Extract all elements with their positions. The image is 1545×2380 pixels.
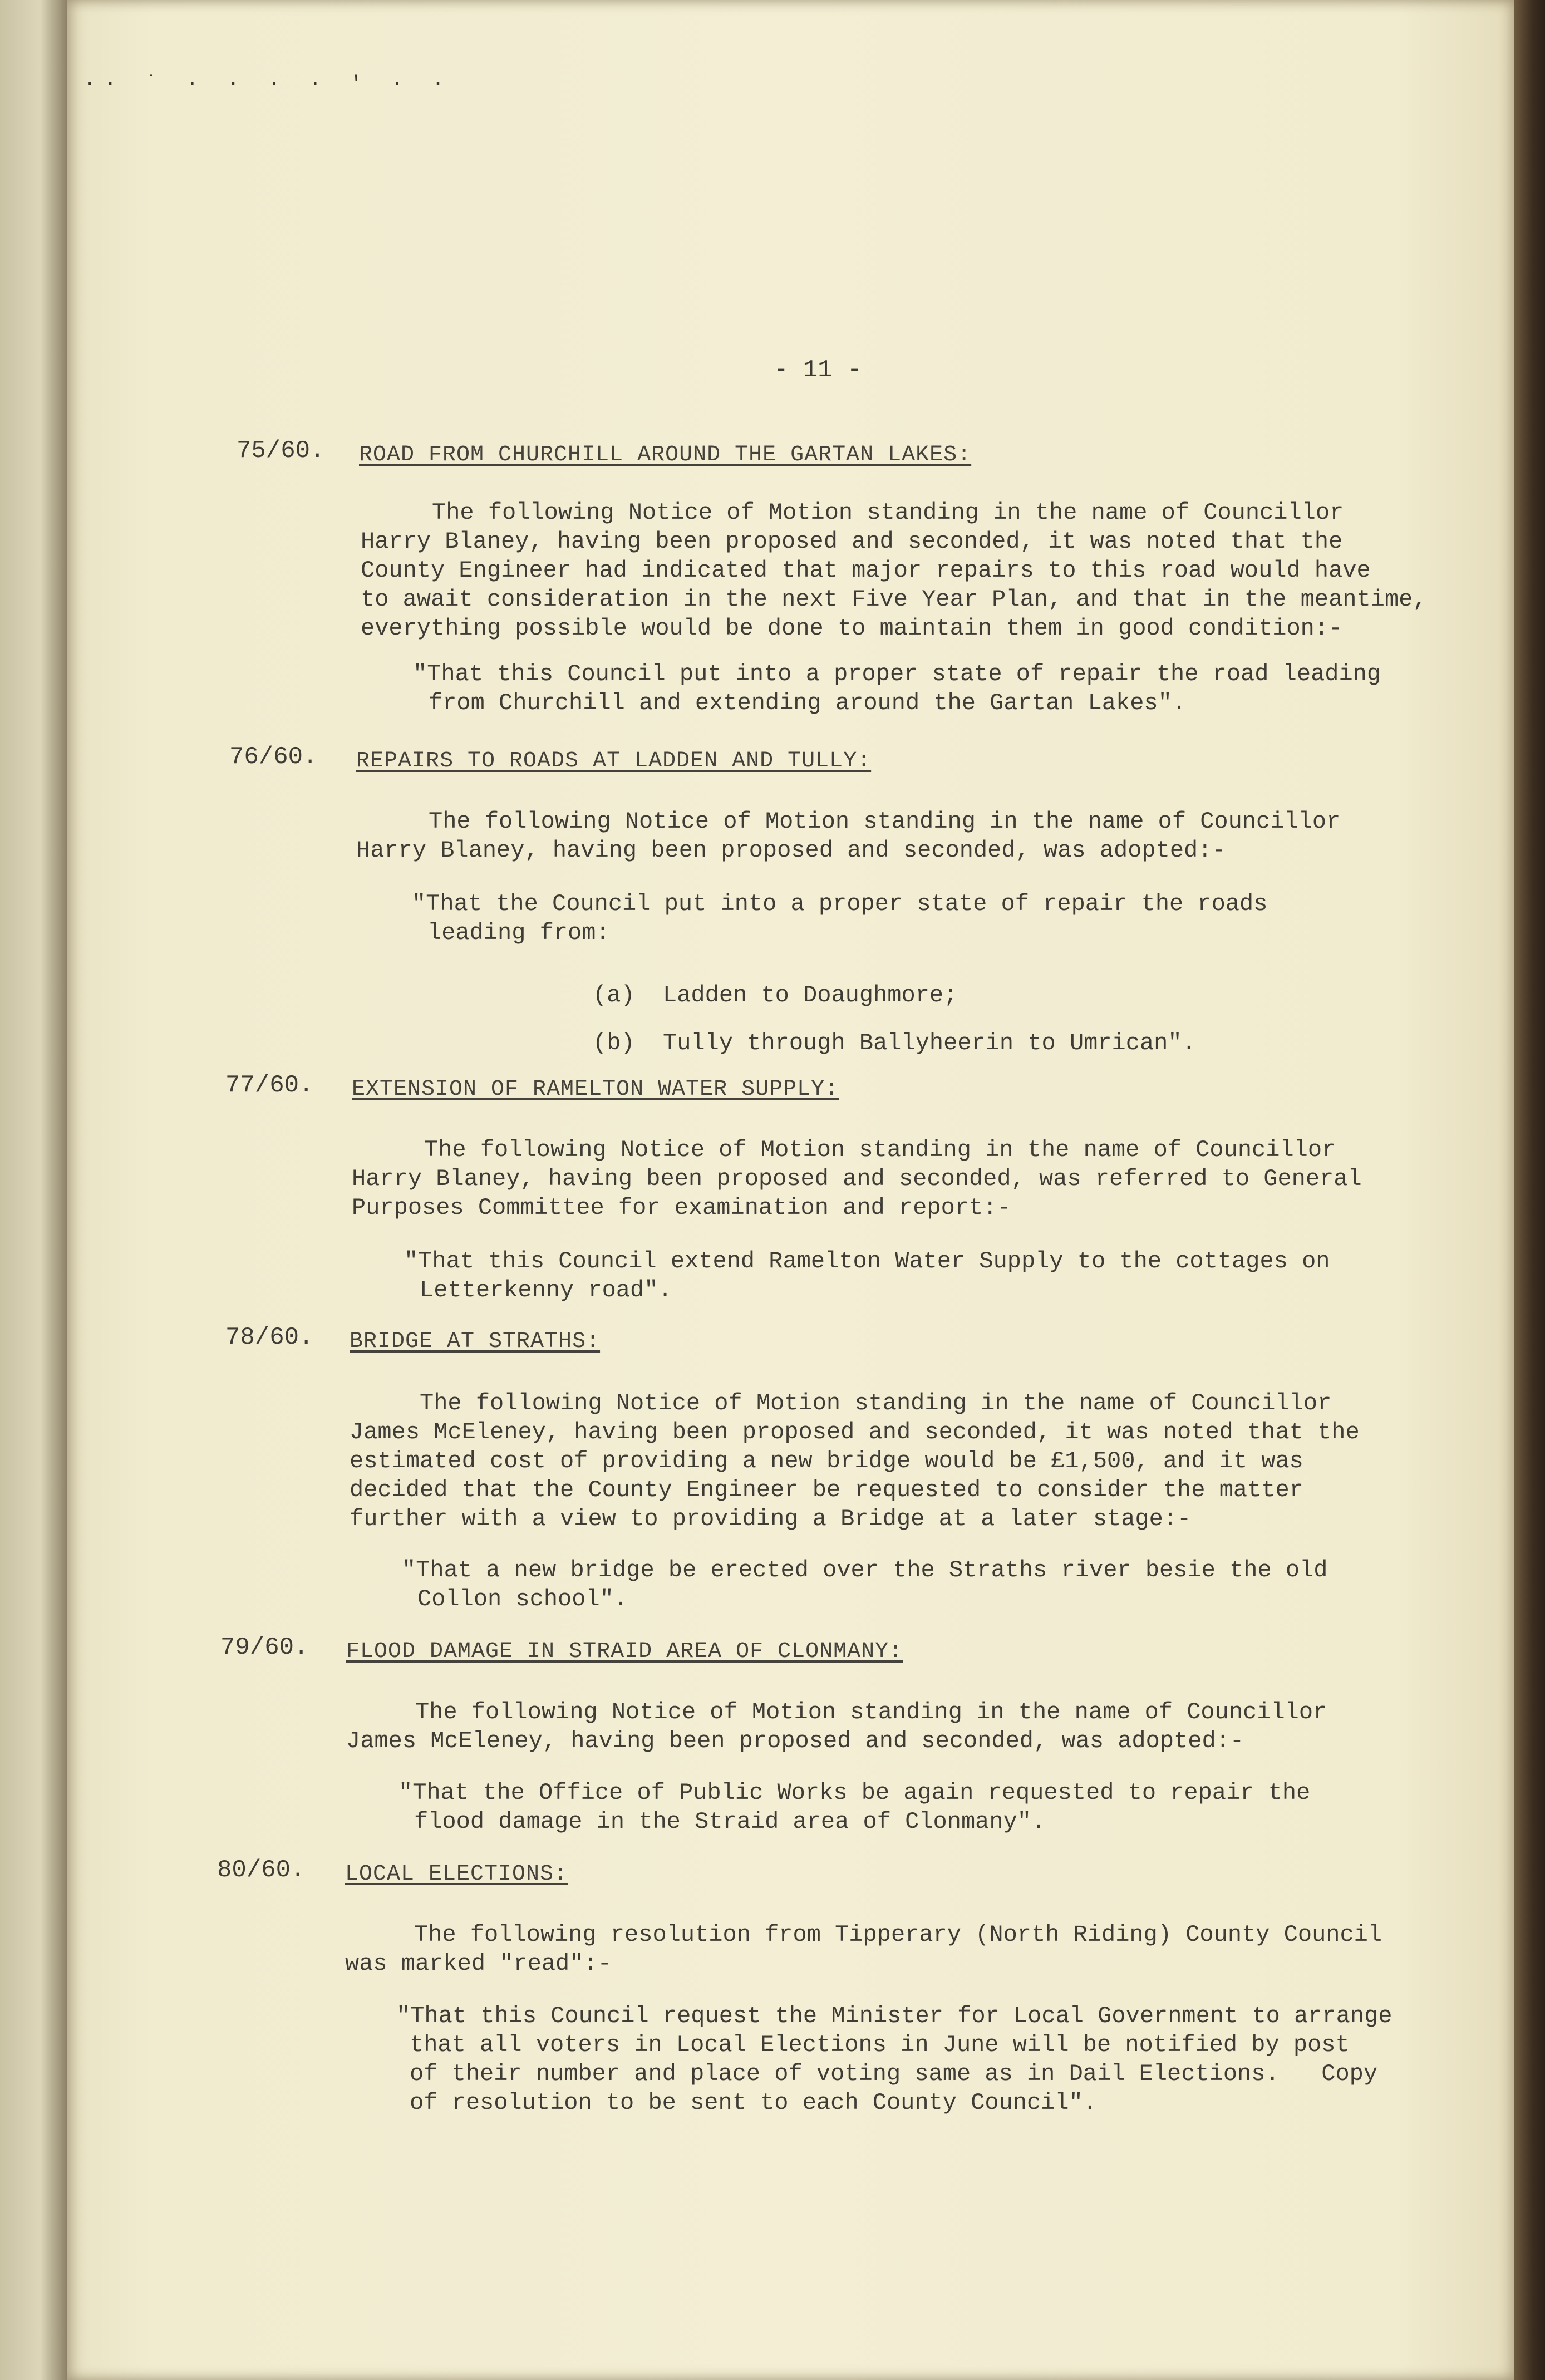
list-item: (b) Tully through Ballyheerin to Umrican". [593,1030,1196,1056]
minute-list [593,971,1196,1067]
text-line: Harry Blaney, having been proposed and seconded, it was noted that the [361,528,1343,555]
quote-line: "That this Council request the Minister for Local Government to arrange [396,2003,1393,2029]
minute-heading: REPAIRS TO ROADS AT LADDEN AND TULLY: [356,749,872,774]
quote-line: of their number and place of voting same as in Dail Elections. Copy [410,2061,1378,2087]
minute-heading: LOCAL ELECTIONS: [345,1862,568,1887]
minute-number: 76/60. [229,743,318,771]
text-line: The following Notice of Motion standing in the name of Councillor [415,1699,1327,1725]
text-line: everything possible would be done to maintain them in good condition:- [361,615,1343,642]
minute-heading: FLOOD DAMAGE IN STRAID AREA OF CLONMANY: [346,1639,903,1664]
quote-line: leading from: [427,919,610,946]
minute-quote [396,2002,1393,2117]
text-line: James McEleney, having been proposed and seconded, it was noted that the [350,1419,1360,1445]
quote-line: Letterkenny road". [420,1277,672,1304]
text-line: The following resolution from Tipperary (North Riding) County Council [414,1921,1382,1948]
text-line: County Engineer had indicated that major repairs to this road would have [361,557,1371,584]
minute-number: 78/60. [225,1324,314,1351]
minute-quote [412,889,1267,947]
binding-edge [0,0,67,2380]
quote-line: that all voters in Local Elections in June will be notified by post [410,2032,1350,2058]
minute-heading: EXTENSION OF RAMELTON WATER SUPPLY: [352,1077,839,1102]
minute-body [361,498,1427,643]
quote-line: of resolution to be sent to each County Council". [410,2089,1098,2116]
quote-line: "That a new bridge be erected over the Straths river besie the old [402,1557,1328,1584]
text-line: The following Notice of Motion standing in the name of Councillor [432,499,1344,526]
text-line: The following Notice of Motion standing in the name of Councillor [420,1390,1332,1417]
text-line: further with a view to providing a Bridge at a later stage:- [350,1506,1192,1532]
minute-quote [398,1778,1310,1836]
text-line: The following Notice of Motion standing in the name of Councillor [429,808,1341,835]
text-line: James McEleney, having been proposed and seconded, was adopted:- [346,1728,1244,1754]
bleed-through-marks: ·· ˙ · · · · ' · · [83,72,452,96]
text-line: The following Notice of Motion standing in the name of Councillor [424,1137,1336,1163]
minute-heading: BRIDGE AT STRATHS: [350,1329,601,1354]
minute-body [350,1389,1360,1533]
quote-line: "That the Office of Public Works be again requested to repair the [398,1779,1311,1806]
text-line: Harry Blaney, having been proposed and seconded, was adopted:- [356,837,1226,864]
minute-body [356,807,1340,865]
minute-quote [402,1556,1327,1614]
quote-line: "That the Council put into a proper state of repair the roads [412,891,1268,917]
page-number: - 11 - [774,356,862,384]
page-edge [1514,0,1545,2380]
text-line: Harry Blaney, having been proposed and seconded, was referred to General [352,1166,1362,1192]
minute-heading: ROAD FROM CHURCHILL AROUND THE GARTAN LAKES: [359,442,972,468]
quote-line: "That this Council extend Ramelton Water Supply to the cottages on [404,1248,1330,1275]
minute-body [345,1920,1382,1978]
quote-line: flood damage in the Straid area of Clonmany". [414,1808,1046,1835]
text-line: to await consideration in the next Five Year Plan, and that in the meantime, [361,586,1427,613]
minute-body [346,1698,1327,1756]
minute-number: 80/60. [217,1856,306,1884]
minute-number: 77/60. [225,1071,314,1099]
quote-line: Collon school". [417,1586,628,1612]
quote-line: from Churchill and extending around the Gartan Lakes". [429,690,1187,716]
minute-quote [404,1247,1330,1305]
text-line: Purposes Committee for examination and report:- [352,1194,1011,1221]
minute-body [352,1135,1362,1222]
list-item: (a) Ladden to Doaughmore; [593,982,958,1009]
quote-line: "That this Council put into a proper state of repair the road leading [413,661,1381,687]
minute-number: 75/60. [237,437,325,465]
text-line: was marked "read":- [345,1950,612,1977]
minute-number: 79/60. [220,1634,309,1661]
minute-quote [413,660,1381,717]
text-line: estimated cost of providing a new bridge would be £1,500, and it was [350,1448,1303,1474]
text-line: decided that the County Engineer be requested to consider the matter [350,1477,1303,1503]
